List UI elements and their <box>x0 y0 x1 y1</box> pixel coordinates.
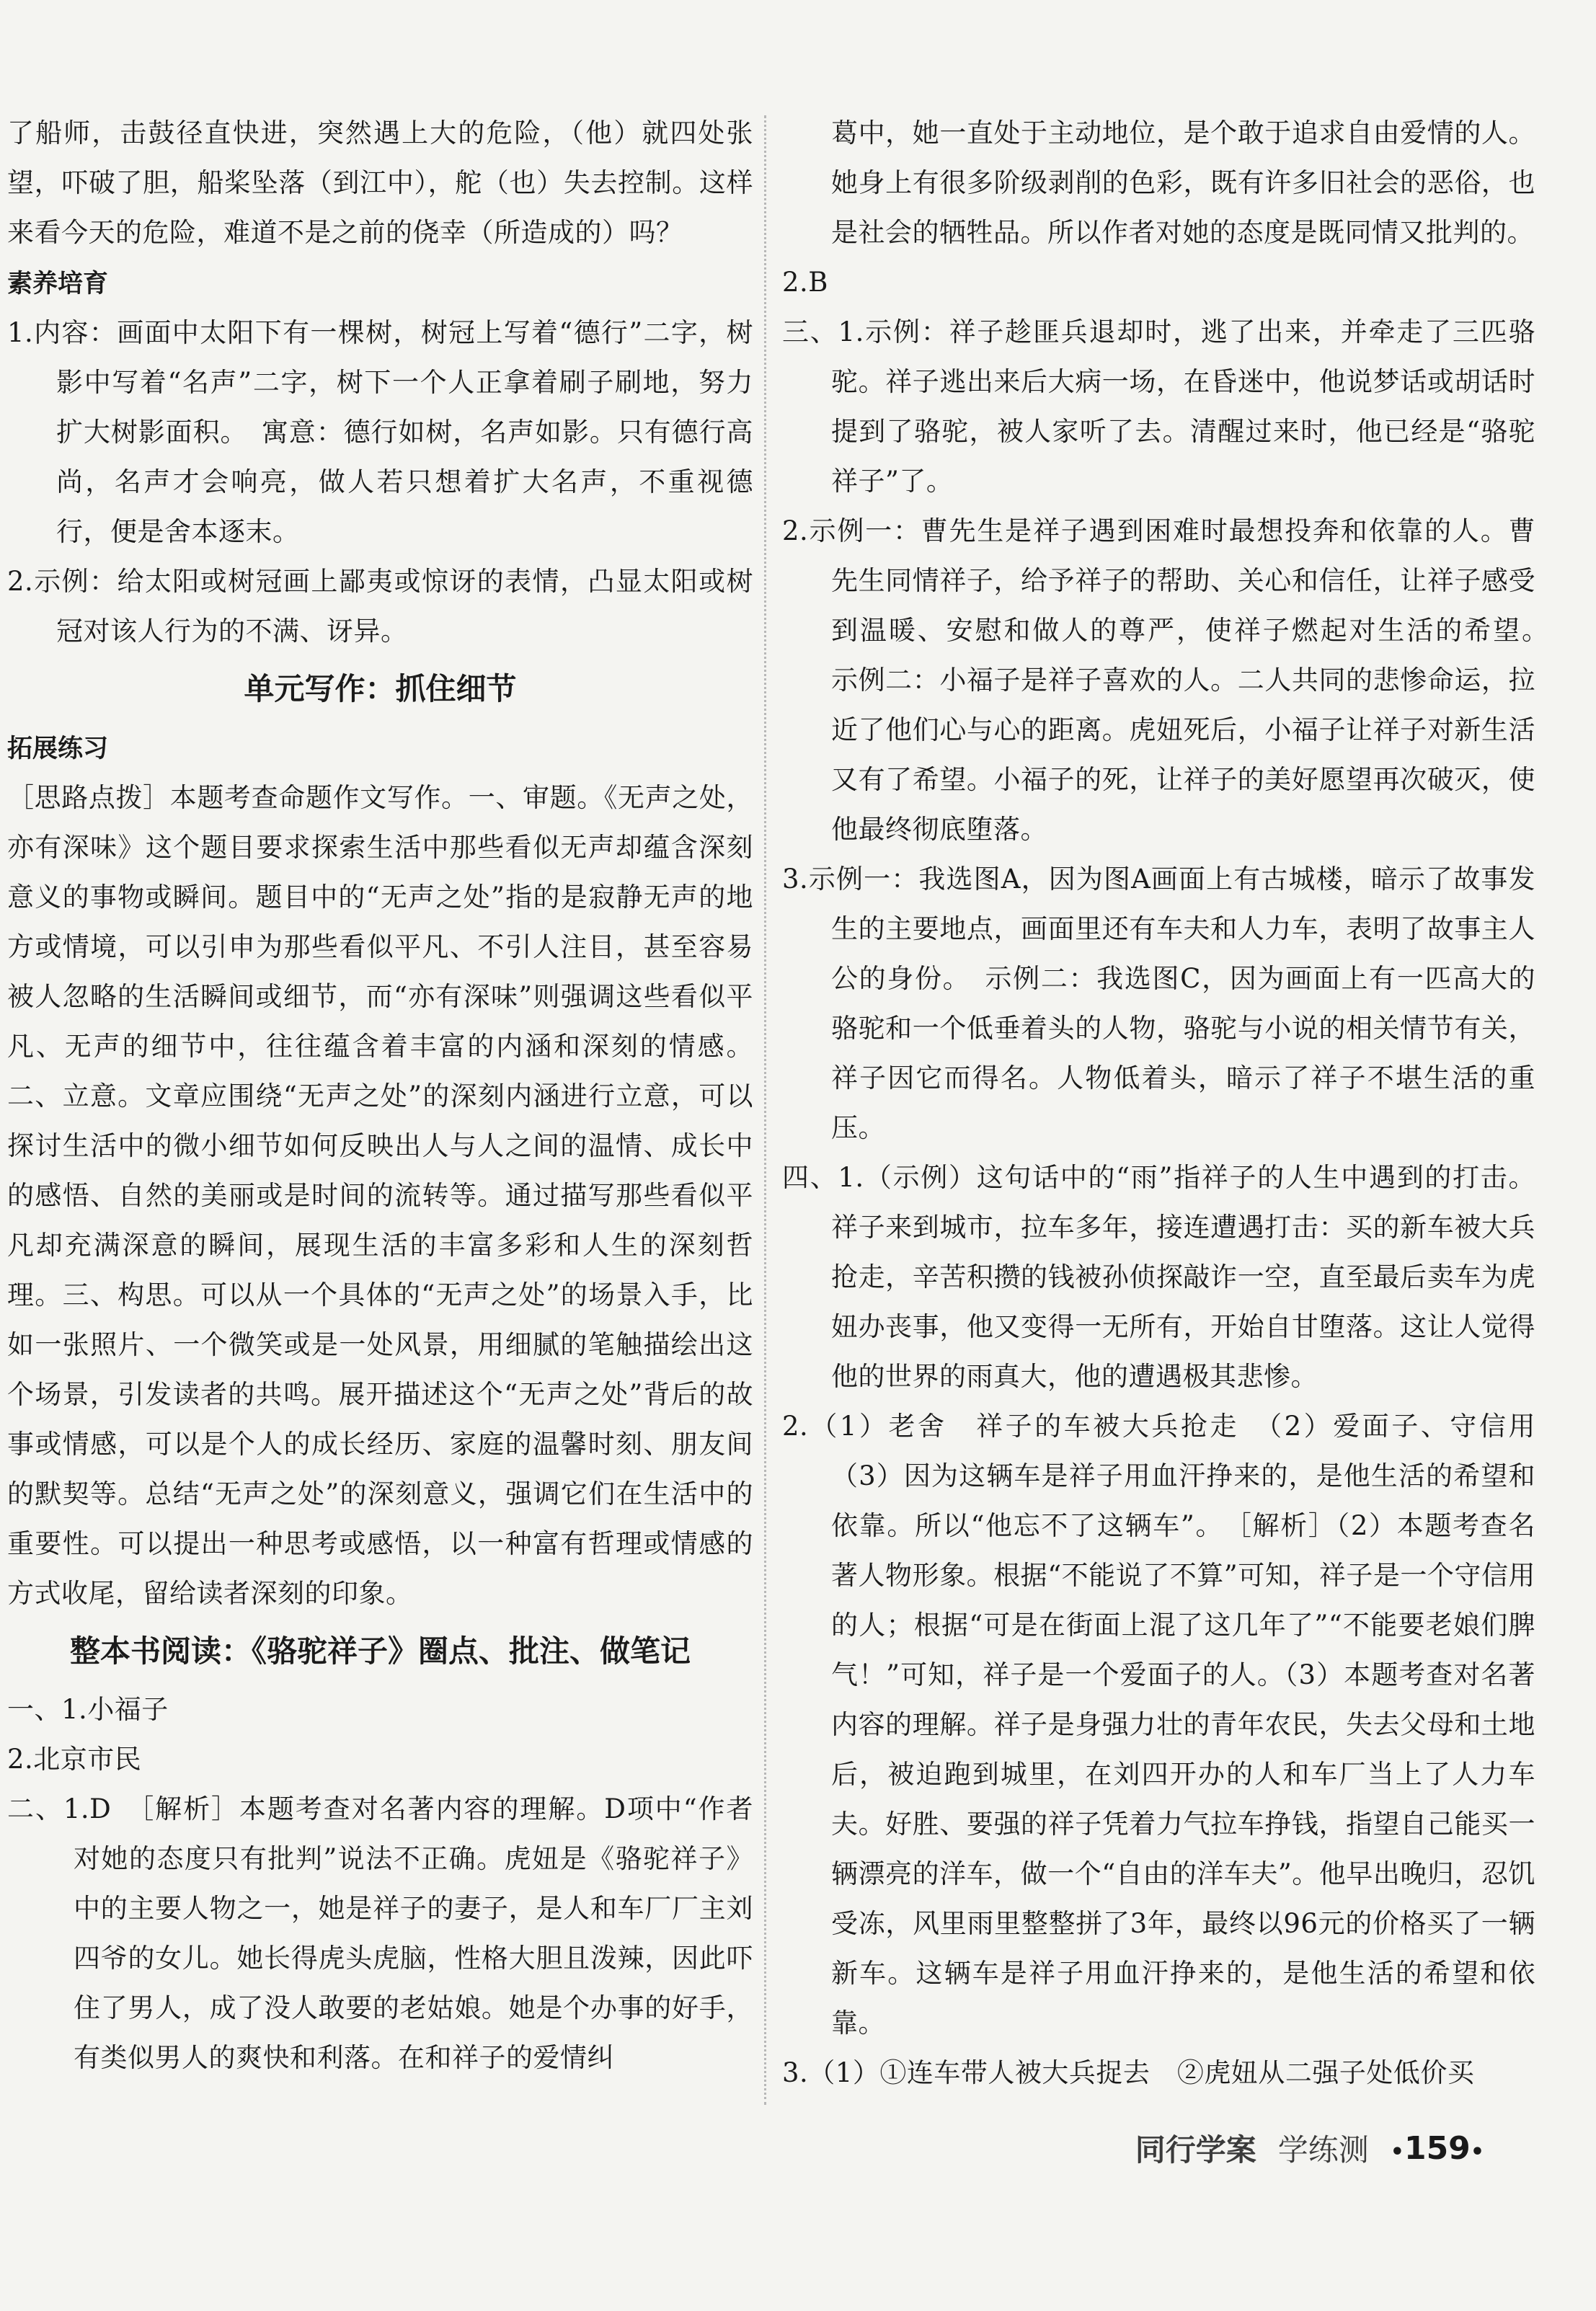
brand-name: 同行学案 <box>1135 2132 1256 2168</box>
continued-paragraph: 葛中，她一直处于主动地位，是个敢于追求自由爱情的人。她身上有很多阶级剥削的色彩，既有许多旧社会的恶俗，也是社会的牺牲品。所以作者对她的态度是既同情又批判的。 <box>831 117 1535 248</box>
series-name: 学练测 <box>1277 2132 1369 2168</box>
list-item: 2.示例：给太阳或树冠画上鄙夷或惊讶的表情，凸显太阳或树冠对该人行为的不满、讶异。 <box>7 566 753 647</box>
section-title-suyang: 素养培育 <box>7 270 109 298</box>
list-item: 一、1.小福子 <box>7 1694 169 1725</box>
list-item: 三、1.示例：祥子趁匪兵退却时，逃了出来，并牵走了三匹骆驼。祥子逃出来后大病一场，在昏迷中，他说梦话或胡话时提到了骆驼，被人家听了去。清醒过来时，他已经是“骆驼祥子”了。 <box>782 316 1535 497</box>
list-item: 2.（1）老舍 祥子的车被大兵抢走 （2）爱面子、守信用（3）因为这辆车是祥子用血汗挣来的，是他生活的希望和依靠。所以“他忘不了这辆车”。 ［解析］（2）本题考查名著人物形象。根据“不能说了不算”可知，祥子是一个守信用的人；根据“可是在街面上混了这几年了”“不能要老娘们脾气！”可知，祥子是一个爱面子的人。（3）本题考查对名著内容的理解。祥子是身强力壮的青年农民，失去父母和土地后，被迫跑到城里，在刘四开办的人和车厂当上了人力车夫。好胜、要强的祥子凭着力气拉车挣钱，指望自己能买一辆漂亮的洋车，做一个“自由的洋车夫”。他早出晚归，忍饥受冻，风里雨里整整拼了3年，最终以96元的价格买了一辆新车。这辆车是祥子用血汗挣来的，是他生活的希望和依靠。 <box>782 1411 1535 2039</box>
whole-book-reading-heading: 整本书阅读：《骆驼祥子》圈点、批注、做笔记 <box>69 1633 691 1669</box>
list-item: 二、1.D ［解析］本题考查对名著内容的理解。D项中“作者对她的态度只有批判”说法不正确。虎妞是《骆驼祥子》中的主要人物之一，她是祥子的妻子，是人和车厂厂主刘四爷的女儿。她长得虎头虎脑，性格大胆且泼辣，因此吓住了男人，成了没人敢要的老姑娘。她是个办事的好手，有类似男人的爽快和利落。在和祥子的爱情纠 <box>7 1793 753 2073</box>
list-item: 1.内容：画面中太阳下有一棵树，树冠上写着“德行”二字，树影中写着“名声”二字，树下一个人正拿着刷子刷地，努力扩大树影面积。 寓意：德行如树，名声如影。只有德行高尚，名声才会响亮，做人若只想着扩大名声，不重视德行，便是舍本逐末。 <box>7 317 753 547</box>
column-divider <box>764 115 766 2105</box>
section-title-tuozhan: 拓展练习 <box>7 735 109 763</box>
list-item: 2.B <box>782 267 828 298</box>
page-footer <box>1135 2126 1484 2170</box>
list-item: 2.北京市民 <box>7 1744 142 1775</box>
page-number: •159• <box>1390 2129 1484 2167</box>
list-item: 3.（1）①连车带人被大兵捉去 ②虎妞从二强子处低价买 <box>782 2057 1475 2088</box>
right-column <box>782 108 1563 2098</box>
writing-guidance-paragraph: ［思路点拨］本题考查命题作文写作。一、审题。《无声之处，亦有深味》这个题目要求探索生活中那些看似无声却蕴含深刻意义的事物或瞬间。题目中的“无声之处”指的是寂静无声的地方或情境，可以引申为那些看似平凡、不引人注目，甚至容易被人忽略的生活瞬间或细节，而“亦有深味”则强调这些看似平凡、无声的细节中，往往蕴含着丰富的内涵和深刻的情感。二、立意。文章应围绕“无声之处”的深刻内涵进行立意，可以探讨生活中的微小细节如何反映出人与人之间的温情、成长中的感悟、自然的美丽或是时间的流转等。通过描写那些看似平凡却充满深意的瞬间，展现生活的丰富多彩和人生的深刻哲理。三、构思。可以从一个具体的“无声之处”的场景入手，比如一张照片、一个微笑或是一处风景，用细腻的笔触描绘出这个场景，引发读者的共鸣。展开描述这个“无声之处”背后的故事或情感，可以是个人的成长经历、家庭的温馨时刻、朋友间的默契等。总结“无声之处”的深刻意义，强调它们在生活中的重要性。可以提出一种思考或感悟，以一种富有哲理或情感的方式收尾，留给读者深刻的印象。 <box>7 782 753 1609</box>
intro-paragraph: 了船师，击鼓径直快进，突然遇上大的危险，（他）就四处张望，吓破了胆，船桨坠落（到江中），舵（也）失去控制。这样来看今天的危险，难道不是之前的侥幸（所造成的）吗？ <box>7 117 753 248</box>
unit-writing-heading: 单元写作：抓住细节 <box>244 671 517 706</box>
list-item: 3.示例一：我选图A，因为图A画面上有古城楼，暗示了故事发生的主要地点，画面里还有车夫和人力车，表明了故事主人公的身份。 示例二：我选图C，因为画面上有一匹高大的骆驼和一个低垂着头的人物，骆驼与小说的相关情节有关，祥子因它而得名。人物低着头，暗示了祥子不堪生活的重压。 <box>782 864 1535 1143</box>
left-column <box>7 108 753 2082</box>
list-item: 四、1.（示例）这句话中的“雨”指祥子的人生中遇到的打击。祥子来到城市，拉车多年，接连遭遇打击：买的新车被大兵抢走，辛苦积攒的钱被孙侦探敲诈一空，直至最后卖车为虎妞办丧事，他又变得一无所有，开始自甘堕落。这让人觉得他的世界的雨真大，他的遭遇极其悲惨。 <box>782 1162 1535 1392</box>
list-item: 2.示例一：曹先生是祥子遇到困难时最想投奔和依靠的人。曹先生同情祥子，给予祥子的帮助、关心和信任，让祥子感受到温暖、安慰和做人的尊严，使祥子燃起对生活的希望。 示例二：小福子是祥子喜欢的人。二人共同的悲惨命运，拉近了他们心与心的距离。虎妞死后，小福子让祥子对新生活又有了希望。小福子的死，让祥子的美好愿望再次破灭，使他最终彻底堕落。 <box>782 515 1563 845</box>
